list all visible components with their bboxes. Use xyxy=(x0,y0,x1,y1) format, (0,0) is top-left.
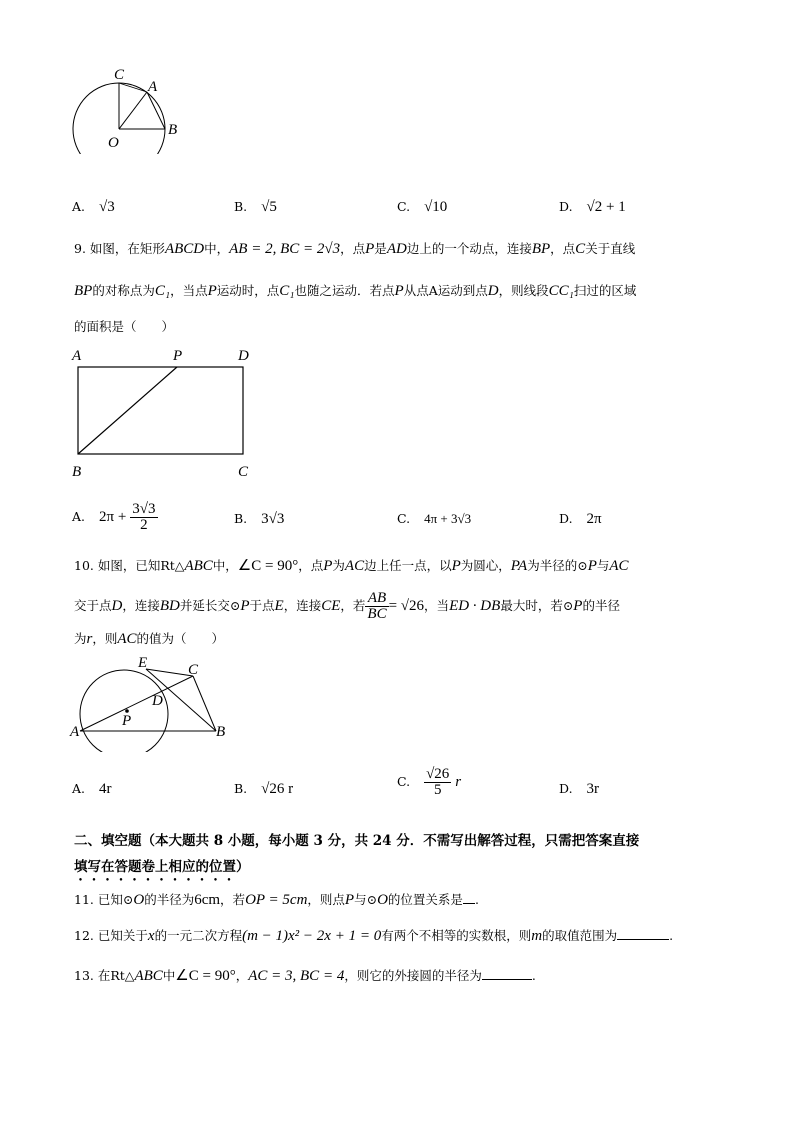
option-label: A. xyxy=(72,781,86,796)
option-label: A. xyxy=(72,199,86,214)
q10-option-c[interactable]: C. $\frac{√26}{5}$ r xyxy=(397,766,462,798)
q10-line-3: 为r，则AC的值为（ ） xyxy=(74,631,225,647)
section-2-title-line-2: 填写在答题卷上相应的位置） xyxy=(74,859,250,875)
q10-option-a[interactable] xyxy=(72,781,112,798)
label-B: B xyxy=(72,464,82,480)
option-value: 3√3 xyxy=(261,511,285,527)
question-number: 10. xyxy=(74,558,94,573)
answer-blank[interactable] xyxy=(482,967,532,980)
answer-blank[interactable] xyxy=(617,927,669,940)
option-label: C. xyxy=(397,199,411,214)
label-A: A xyxy=(72,348,82,364)
option-value: √3 xyxy=(99,199,115,215)
q10-option-b[interactable] xyxy=(234,781,293,798)
q9-option-c[interactable] xyxy=(397,511,471,527)
q10-figure xyxy=(66,652,236,752)
option-value: 3r xyxy=(586,781,600,797)
label-B: B xyxy=(168,122,178,138)
option-label: B. xyxy=(234,511,248,526)
option-value-prefix: 2π + xyxy=(99,509,127,525)
label-P: P xyxy=(122,713,132,729)
option-value: 2π xyxy=(586,511,602,527)
q9-figure xyxy=(66,342,266,482)
q11: 11. 已知⊙O的半径为6cm，若OP = 5cm，则点P与⊙O的位置关系是 . xyxy=(74,892,479,908)
q8-option-b[interactable] xyxy=(234,199,277,216)
q8-option-a[interactable] xyxy=(72,199,115,216)
option-label: D. xyxy=(559,781,573,796)
option-fraction: $\frac{√26}{5}$ xyxy=(426,766,450,798)
label-A: A xyxy=(70,724,80,740)
option-value: 4r xyxy=(99,781,112,797)
label-B: B xyxy=(216,724,226,740)
q9-option-a[interactable] xyxy=(72,502,158,533)
label-E: E xyxy=(138,655,148,671)
option-label: B. xyxy=(234,781,248,796)
q9-line-1: 9. 如图，在矩形ABCD中，AB = 2, BC = 2√3，点P是AD边上的一个动点，连接BP，点C关于直线 xyxy=(74,241,636,257)
option-label: C. xyxy=(397,774,411,789)
q8-option-c[interactable] xyxy=(397,199,447,216)
label-C: C xyxy=(188,662,199,678)
ratio-fraction: $\frac{AB}{BC}$ xyxy=(367,590,387,622)
answer-blank[interactable] xyxy=(463,891,475,904)
option-value: √2 + 1 xyxy=(586,199,626,215)
q10-line-2: 交于点D，连接BD并延长交⊙P于点E，连接CE，若 $\frac{AB}{BC}$ = √26，当ED · DB最大时，若⊙P的半径 xyxy=(74,590,620,622)
q10-option-d[interactable] xyxy=(559,781,599,798)
question-number: 9. xyxy=(74,241,86,256)
option-label: D. xyxy=(559,511,573,526)
label-O: O xyxy=(108,135,119,151)
question-number: 13. xyxy=(74,968,94,983)
question-number: 11. xyxy=(74,892,94,907)
label-D: D xyxy=(238,348,249,364)
q8-figure xyxy=(60,64,200,154)
option-fraction: $\frac{3√3}{2}$ xyxy=(132,501,156,533)
label-C: C xyxy=(114,67,125,83)
q12: 12. 已知关于x的一元二次方程(m − 1)x² − 2x + 1 = 0有两个不相等的实数根，则m的取值范围为 . xyxy=(74,928,674,944)
q8-option-d[interactable] xyxy=(559,199,626,216)
option-value: √5 xyxy=(261,199,277,215)
q9-option-d[interactable] xyxy=(559,511,602,528)
label-P: P xyxy=(173,348,183,364)
option-label: C. xyxy=(397,511,411,526)
option-value: √10 xyxy=(424,199,448,215)
section-2-title-line-1: 二、填空题（本大题共 8 小题，每小题 3 分，共 24 分．不需写出解答过程，只需把答案直接 xyxy=(74,833,640,849)
option-label: B. xyxy=(234,199,248,214)
label-C: C xyxy=(238,464,249,480)
option-value: √26 r xyxy=(261,781,294,797)
q9-option-b[interactable] xyxy=(234,511,284,528)
label-D: D xyxy=(152,693,163,709)
option-value: 4π + 3√3 xyxy=(424,511,472,526)
question-number: 12. xyxy=(74,928,94,943)
q10-line-1: 10. 如图，已知Rt△ABC中，∠C = 90°，点P为AC边上任一点，以P为圆心，PA为半径的⊙P与AC xyxy=(74,558,629,574)
label-A: A xyxy=(148,79,158,95)
option-label: A. xyxy=(72,509,86,524)
q9-line-3: 的面积是（ ） xyxy=(74,319,175,334)
q13: 13. 在Rt△ABC中∠C = 90°，AC = 3, BC = 4，则它的外接圆的半径为 . xyxy=(74,968,536,984)
q9-line-2: BP的对称点为C₁，当点P运动时，点C₁也随之运动．若点P从点A运动到点D，则线段CC₁扫过的区域 xyxy=(74,283,637,299)
option-label: D. xyxy=(559,199,573,214)
